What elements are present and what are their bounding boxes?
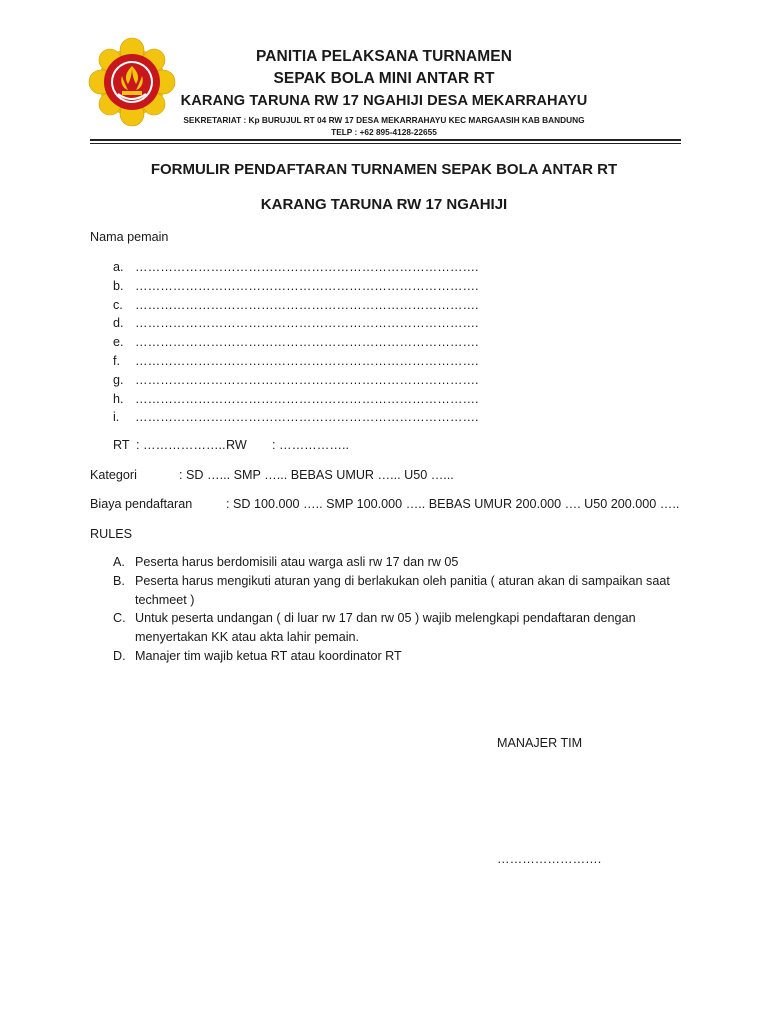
list-item[interactable]: b. ………………………………………………………………………. — [113, 278, 479, 293]
form-title: FORMULIR PENDAFTARAN TURNAMEN SEPAK BOLA ANTAR RT — [150, 161, 618, 178]
rw-label: RW — [226, 438, 247, 452]
letterhead-line-3: KARANG TARUNA RW 17 NGAHIJI DESA MEKARRAHAYU — [180, 93, 588, 109]
biaya-field[interactable]: : SD 100.000 ….. SMP 100.000 ….. BEBAS UMUR 200.000 …. U50 200.000 ….. — [226, 497, 680, 511]
player-list — [113, 258, 479, 427]
letterhead-divider-thin — [90, 143, 681, 144]
form-subtitle: KARANG TARUNA RW 17 NGAHIJI — [260, 196, 508, 213]
biaya-label: Biaya pendaftaran — [90, 497, 193, 511]
list-item: C. Untuk peserta undangan ( di luar rw 17 dan rw 05 ) wajib melengkapi pendaftaran dengan menyertakan KK atau akta lahir pemain. — [113, 611, 636, 645]
list-item[interactable]: h. ………………………………………………………………………. — [113, 391, 479, 406]
signature-label: MANAJER TIM — [497, 736, 583, 750]
kategori-label: Kategori — [90, 468, 137, 482]
list-item[interactable]: c. ………………………………………………………………………. — [113, 297, 479, 312]
signature-line[interactable]: ……………………. — [497, 852, 602, 866]
letterhead-divider — [90, 139, 681, 141]
players-label: Nama pemain — [90, 230, 169, 244]
list-item[interactable]: d. ………………………………………………………………………. — [113, 316, 479, 331]
list-item: A. Peserta harus berdomisili atau warga asli rw 17 dan rw 05 — [113, 555, 459, 569]
list-item[interactable]: a. ………………………………………………………………………. — [113, 260, 479, 274]
rt-field[interactable]: : ……………….. — [136, 438, 226, 452]
list-item[interactable]: e. ………………………………………………………………………. — [113, 335, 479, 350]
list-item[interactable]: g. ………………………………………………………………………. — [113, 372, 479, 387]
list-item: B. Peserta harus mengikuti aturan yang di berlakukan oleh panitia ( aturan akan di sampaikan saat techmeet ) — [113, 573, 670, 607]
rt-label: RT — [113, 438, 130, 452]
letterhead-line-1: PANITIA PELAKSANA TURNAMEN — [255, 48, 513, 65]
rw-field[interactable]: : …………….. — [272, 438, 349, 452]
kategori-field[interactable]: : SD …... SMP …... BEBAS UMUR …... U50 …... — [179, 468, 454, 482]
karang-taruna-emblem-icon — [88, 36, 176, 128]
letterhead-phone: TELP : +62 895-4128-22655 — [331, 127, 437, 137]
list-item: D. Manajer tim wajib ketua RT atau koordinator RT — [113, 648, 402, 663]
rules-list — [113, 553, 693, 666]
letterhead — [176, 46, 592, 138]
rules-label: RULES — [90, 527, 132, 541]
list-item[interactable]: i. ………………………………………………………………………. — [113, 410, 479, 425]
letterhead-secretariat: SEKRETARIAT : Kp BURUJUL RT 04 RW 17 DESA MEKARRAHAYU KEC MARGAASIH KAB BANDUNG — [183, 115, 585, 125]
list-item[interactable]: f. ………………………………………………………………………. — [113, 353, 479, 368]
letterhead-line-2: SEPAK BOLA MINI ANTAR RT — [273, 70, 495, 87]
